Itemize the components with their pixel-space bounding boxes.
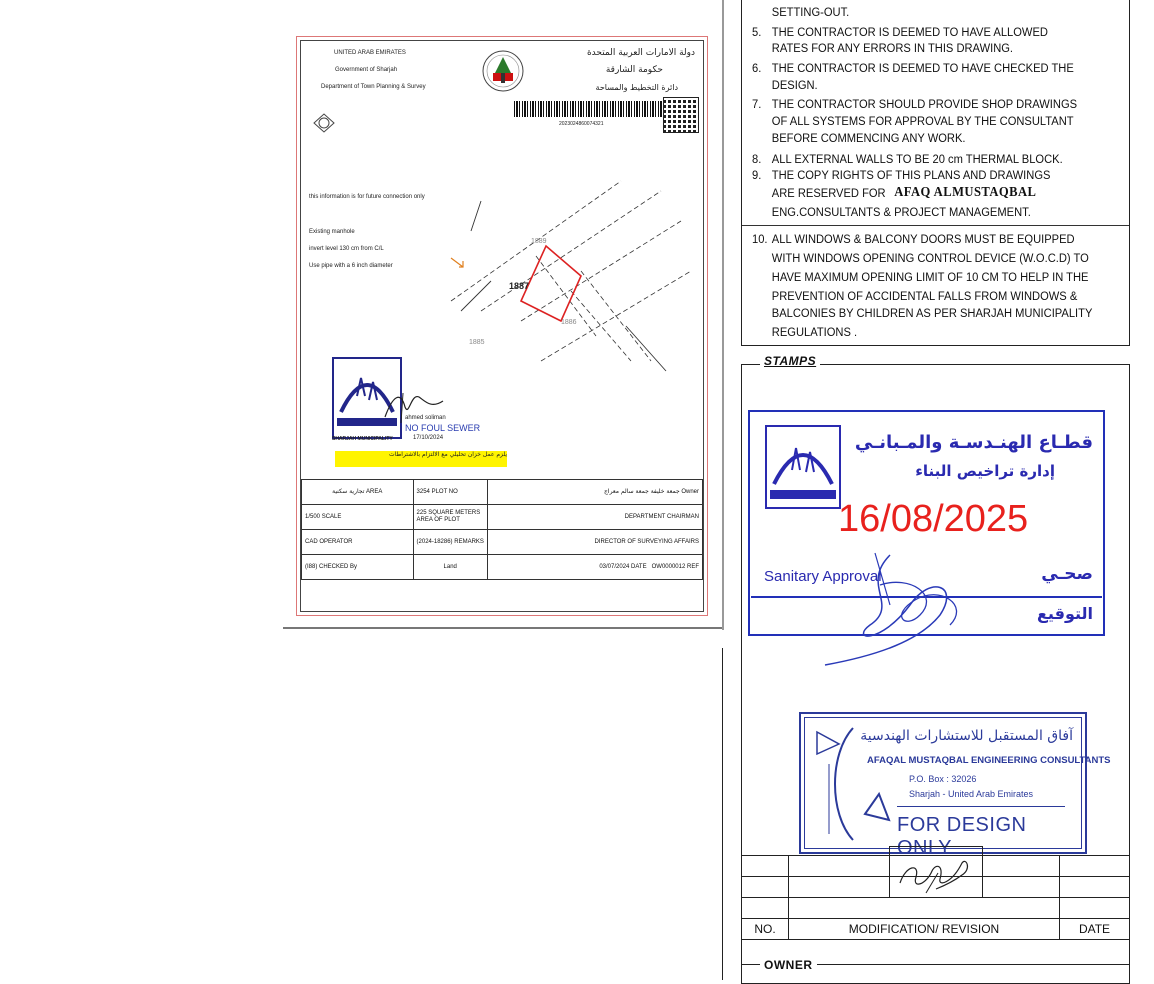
consultant-city: Sharjah - United Arab Emirates	[909, 789, 1034, 799]
manhole-note-3: Use pipe with a 6 inch diameter	[309, 263, 393, 269]
note-10-text-2: WITH WINDOWS OPENING CONTROL DEVICE (W.O.C.D) TO	[771, 251, 1089, 265]
scale-label: SCALE	[321, 513, 342, 520]
consultant-pobox: P.O. Box : 32026	[909, 774, 977, 784]
date-value: 03/07/2024	[599, 563, 630, 570]
department-chairman-label: DEPARTMENT CHAIRMAN	[624, 513, 699, 520]
plot-drawing	[421, 161, 701, 381]
ref-value: OW0000012	[651, 563, 686, 570]
future-connection-note: this information is for future connection only	[309, 194, 425, 200]
plot-label-main: 1887	[509, 281, 530, 291]
rev-modification-header: MODIFICATION/ REVISION	[789, 919, 1060, 940]
rev-cell	[789, 856, 890, 877]
note-7-text-3: BEFORE COMMENCING ANY WORK.	[771, 131, 966, 145]
scale-value: 1/500	[305, 513, 321, 520]
director-cell	[487, 530, 702, 555]
header-ar-2: حكومة الشارقة	[605, 65, 663, 75]
rev-cell	[742, 898, 789, 919]
rev-no-header: NO.	[742, 919, 789, 940]
note-5-number: 5.	[752, 25, 762, 39]
for-design-only-label: FOR DESIGN ONLY	[897, 814, 1027, 859]
document-frame	[300, 40, 704, 612]
note-8-text-1: ALL EXTERNAL WALLS TO BE 20 cm THERMAL BLOCK.	[771, 152, 1063, 166]
remarks-cell	[413, 530, 487, 555]
qr-code-frame	[663, 97, 699, 133]
square-meters-label: SQUARE METERS	[428, 510, 481, 516]
area-value: تجارية سكنية	[332, 488, 365, 495]
rev-cell	[1060, 898, 1130, 919]
no-foul-sewer: NO FOUL SEWER	[405, 423, 481, 433]
general-notes-box	[741, 0, 1130, 346]
note-4-text: SETTING-OUT.	[771, 5, 850, 19]
signature-label-ar: التوقيع	[1037, 604, 1093, 623]
scan-right-border	[722, 0, 724, 630]
barcode	[514, 101, 664, 117]
note-6-number: 6.	[752, 61, 762, 75]
municipality-label: SHARJAH MUNICIPALITY	[332, 436, 393, 442]
owner-title: OWNER	[760, 958, 817, 972]
chairman-cell	[487, 505, 702, 530]
cad-operator-cell	[302, 530, 414, 555]
consultant-name-en: AFAQAL MUSTAQBAL ENGINEERING CONSULTANTS	[867, 755, 1111, 766]
note-6-text-1: THE CONTRACTOR IS DEEMED TO HAVE CHECKED THE	[771, 61, 1074, 75]
owner-cell	[487, 480, 702, 505]
stamps-title: STAMPS	[760, 354, 820, 368]
barcode-number: 2023024860074321	[559, 121, 604, 127]
checked-by-cell	[302, 555, 414, 580]
plot-label-1889: 1889	[531, 238, 547, 245]
owner-value: جمعة خليفة جمعة سالم معراج	[604, 488, 680, 495]
rev-cell	[1060, 877, 1130, 898]
note-10-text-4: PREVENTION OF ACCIDENTAL FALLS FROM WINDOWS &	[771, 289, 1078, 303]
plot-no-label: PLOT NO	[431, 488, 458, 495]
north-arrow-icon	[311, 110, 337, 136]
note-10-text-3: HAVE MAXIMUM OPENING LIMIT OF 10 CM TO HELP IN THE	[771, 270, 1089, 284]
revision-row	[742, 898, 1130, 919]
note-9-text-3: ENG.CONSULTANTS & PROJECT MANAGEMENT.	[771, 205, 1031, 219]
plan-info-table	[301, 479, 703, 580]
plot-no-value: 3254	[416, 488, 430, 495]
signer-name: ahmed soliman	[405, 415, 446, 421]
note-5-text-2: RATES FOR ANY ERRORS IN THIS DRAWING.	[771, 41, 1014, 55]
scan-bottom-border	[283, 627, 724, 629]
sanitary-approval-label: Sanitary Approval	[764, 568, 882, 585]
highlighted-note: يلزم عمل خزان تحليلي مع الالتزام بالاشتراطات	[335, 451, 507, 467]
header-en-2: Government of Sharjah	[335, 67, 398, 73]
note-7-text-2: OF ALL SYSTEMS FOR APPROVAL BY THE CONSULTANT	[771, 114, 1074, 128]
note-6-text-2: DESIGN.	[771, 78, 818, 92]
manhole-note-1: Existing manhole	[309, 229, 355, 235]
notes-divider	[742, 225, 1129, 226]
date-ref-cell	[487, 555, 702, 580]
header-ar-1: دولة الامارات العربية المتحدة	[586, 48, 695, 58]
owner-label: Owner	[681, 489, 699, 495]
plot-label-1885: 1885	[469, 339, 485, 346]
rev-cell	[1060, 856, 1130, 877]
header-ar-3: دائرة التخطيط والمساحة	[595, 83, 678, 92]
site-plan-scan	[283, 0, 724, 630]
note-9-number: 9.	[752, 168, 762, 182]
sanitary-approval-ar: صحـي	[1041, 564, 1093, 584]
rev-cell	[742, 877, 789, 898]
consultant-stamp	[799, 712, 1111, 859]
director-label: DIRECTOR OF SURVEYING AFFAIRS	[594, 538, 699, 545]
checked-by-label: CHECKED By	[319, 563, 358, 570]
header-en-1: UNITED ARAB EMIRATES	[334, 50, 406, 56]
note-8-number: 8.	[752, 152, 762, 166]
note-9-text-1: THE COPY RIGHTS OF THIS PLANS AND DRAWINGS	[771, 168, 1051, 182]
note-7-number: 7.	[752, 97, 762, 111]
note-7-text-1: THE CONTRACTOR SHOULD PROVIDE SHOP DRAWINGS	[771, 97, 1078, 111]
rev-date-header: DATE	[1060, 919, 1130, 940]
cad-operator-label: CAD OPERATOR	[305, 538, 353, 545]
date-label: DATE	[631, 563, 647, 570]
note-10-text-1: ALL WINDOWS & BALCONY DOORS MUST BE EQUIPPED	[771, 232, 1075, 246]
area-label: AREA	[366, 489, 383, 495]
rev-cell	[789, 898, 1060, 919]
remarks-value: (2024-18286)	[416, 538, 453, 545]
municipality-logo-icon	[764, 424, 842, 510]
plot-label-1886: 1886	[561, 319, 577, 326]
area-cell	[302, 480, 414, 505]
building-permits-subtitle: إدارة تراخيص البناء	[915, 462, 1055, 480]
approval-signature	[820, 545, 980, 670]
remarks-label: REMARKS	[454, 538, 484, 545]
firm-name-highlight: AFAQ ALMUSTAQBAL	[894, 185, 1037, 200]
consultant-name-ar: آفاق المستقبل للاستشارات الهندسية	[860, 728, 1073, 744]
land-cell	[413, 555, 487, 580]
manhole-note-2: invert level 130 cm from C/L	[309, 246, 384, 252]
consultant-signature	[896, 855, 976, 895]
sewer-date: 17/10/2024	[413, 435, 444, 441]
note-9-text-2: ARE RESERVED FOR	[771, 186, 886, 200]
area-of-plot-cell	[413, 505, 487, 530]
engineering-sector-title: قطـاع الهنـدسـة والمـبانـي	[854, 432, 1093, 453]
sheet-divider-line	[722, 648, 723, 980]
ref-label: REF	[687, 563, 699, 570]
note-10-text-5: BALCONIES BY CHILDREN AS PER SHARJAH MUNICIPALITY	[771, 306, 1093, 320]
land-label: Land	[443, 563, 457, 570]
scale-cell	[302, 505, 414, 530]
approval-date: 16/08/2025	[838, 498, 1029, 540]
note-10-text-6: REGULATIONS .	[771, 325, 858, 339]
sharjah-emblem-icon	[481, 49, 525, 93]
consultant-underline	[897, 806, 1065, 807]
note-5-text-1: THE CONTRACTOR IS DEEMED TO HAVE ALLOWED	[771, 25, 1048, 39]
header-en-3: Department of Town Planning & Survey	[321, 84, 426, 90]
area-of-plot-value: 225	[416, 510, 427, 516]
area-of-plot-label: AREA OF PLOT	[416, 517, 460, 523]
affection-plan-document	[296, 36, 708, 616]
note-10-number: 10.	[752, 232, 768, 246]
plot-no-cell	[413, 480, 487, 505]
revision-header-row	[742, 919, 1130, 940]
rev-cell	[742, 856, 789, 877]
checked-by-value: (I88)	[305, 563, 318, 570]
